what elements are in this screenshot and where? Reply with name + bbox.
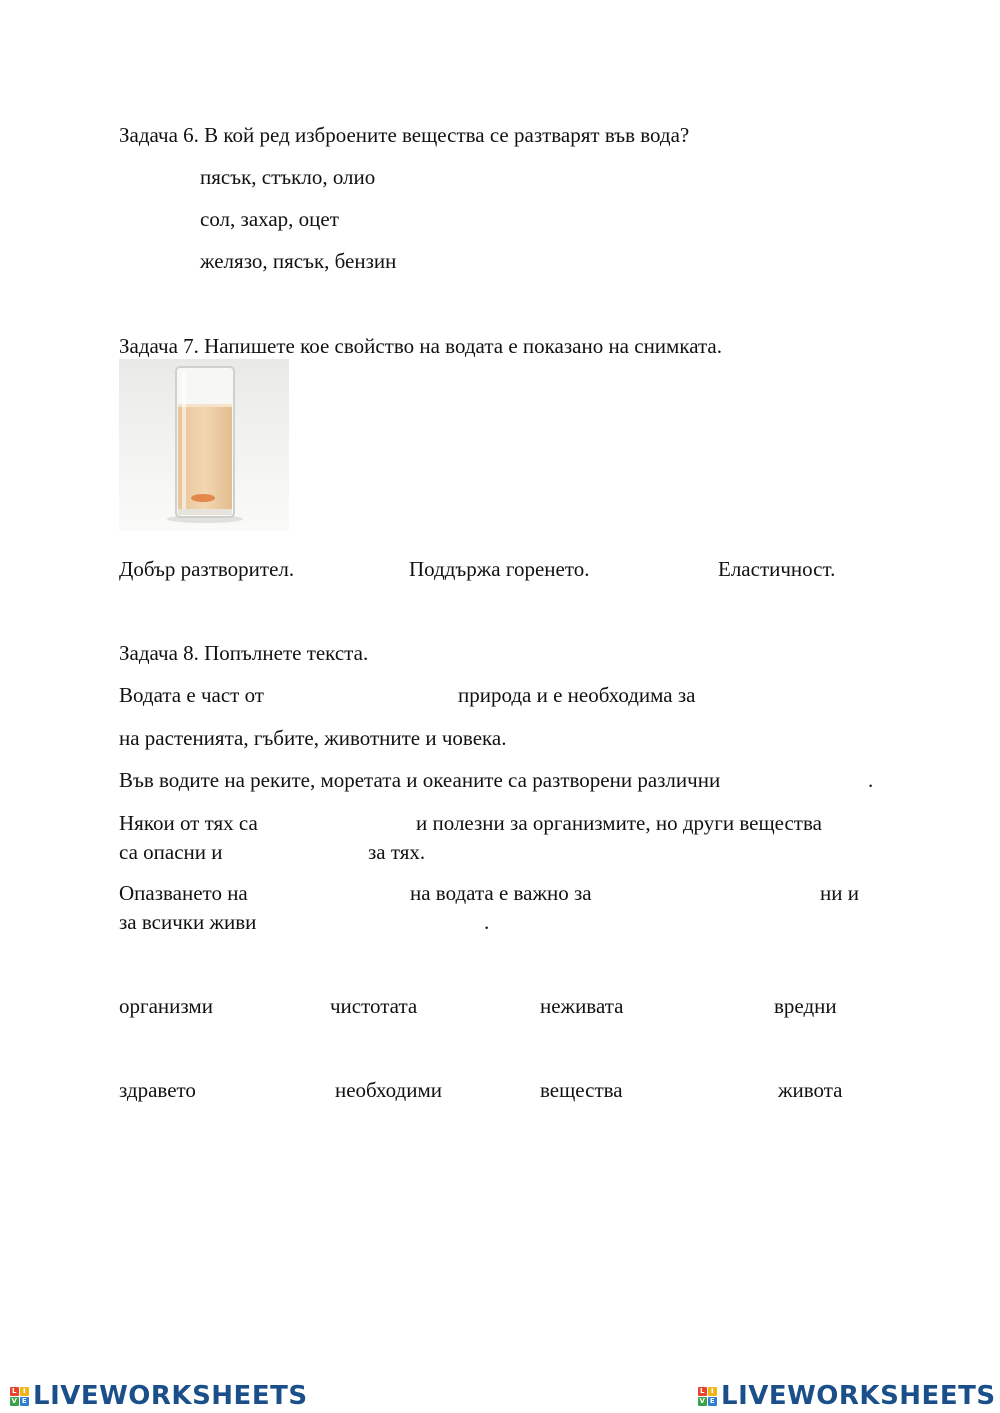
- task8-line7-start: за всички живи: [119, 910, 257, 934]
- task7-option-2[interactable]: Поддържа горенето.: [409, 557, 590, 581]
- task6-option-1[interactable]: пясък, стъкло, олио: [200, 165, 376, 189]
- task6-option-3[interactable]: желязо, пясък, бензин: [200, 249, 397, 273]
- liveworksheets-logo-right: [698, 1380, 996, 1412]
- liveworksheets-logo-left: [10, 1380, 308, 1412]
- word-bank-item[interactable]: неживата: [540, 994, 624, 1018]
- task8-line2: на растенията, гъбите, животните и човека.: [119, 726, 507, 750]
- task7-question: Задача 7. Напишете кое свойство на водата е показано на снимката.: [119, 334, 723, 358]
- task8-line3: Във водите на реките, моретата и океаните са разтворени различни: [119, 768, 721, 792]
- word-bank-item[interactable]: необходими: [335, 1078, 442, 1102]
- logo-text: LIVEWORKSHEETS: [721, 1381, 996, 1411]
- liveworksheets-logo-icon: L I V E: [699, 1386, 716, 1405]
- task8-line3-period: .: [868, 768, 874, 792]
- liveworksheets-logo-icon: L I V E: [11, 1386, 28, 1405]
- task8-line5-start: са опасни и: [119, 840, 223, 864]
- glass-icon: [119, 359, 289, 531]
- task6-question: Задача 6. В кой ред изброените вещества се разтварят във вода?: [119, 123, 690, 147]
- word-bank-item[interactable]: организми: [119, 994, 213, 1018]
- task8-line1-end: природа и е необходима за: [458, 683, 696, 707]
- task7-option-1[interactable]: Добър разтворител.: [119, 557, 295, 581]
- task7-option-3[interactable]: Еластичност.: [718, 557, 836, 581]
- word-bank-item[interactable]: здравето: [119, 1078, 196, 1102]
- glass-of-water-photo: [119, 359, 289, 531]
- word-bank-item[interactable]: чистотата: [330, 994, 418, 1018]
- word-bank-item[interactable]: вещества: [540, 1078, 623, 1102]
- task6-option-2[interactable]: сол, захар, оцет: [200, 207, 339, 231]
- word-bank-item[interactable]: вредни: [774, 994, 837, 1018]
- task8-line6-end: ни и: [820, 881, 859, 905]
- task8-line5-end: за тях.: [368, 840, 426, 864]
- task8-line1-start: Водата е част от: [119, 683, 264, 707]
- task8-title: Задача 8. Попълнете текста.: [119, 641, 369, 665]
- word-bank-item[interactable]: живота: [778, 1078, 843, 1102]
- task8-line6-start: Опазването на: [119, 881, 248, 905]
- task8-line4-end: и полезни за организмите, но други вещества: [416, 811, 822, 835]
- task8-line6-middle: на водата е важно за: [410, 881, 592, 905]
- task8-line7-period: .: [484, 910, 490, 934]
- logo-text: LIVEWORKSHEETS: [33, 1381, 308, 1411]
- task8-line4-start: Някои от тях са: [119, 811, 258, 835]
